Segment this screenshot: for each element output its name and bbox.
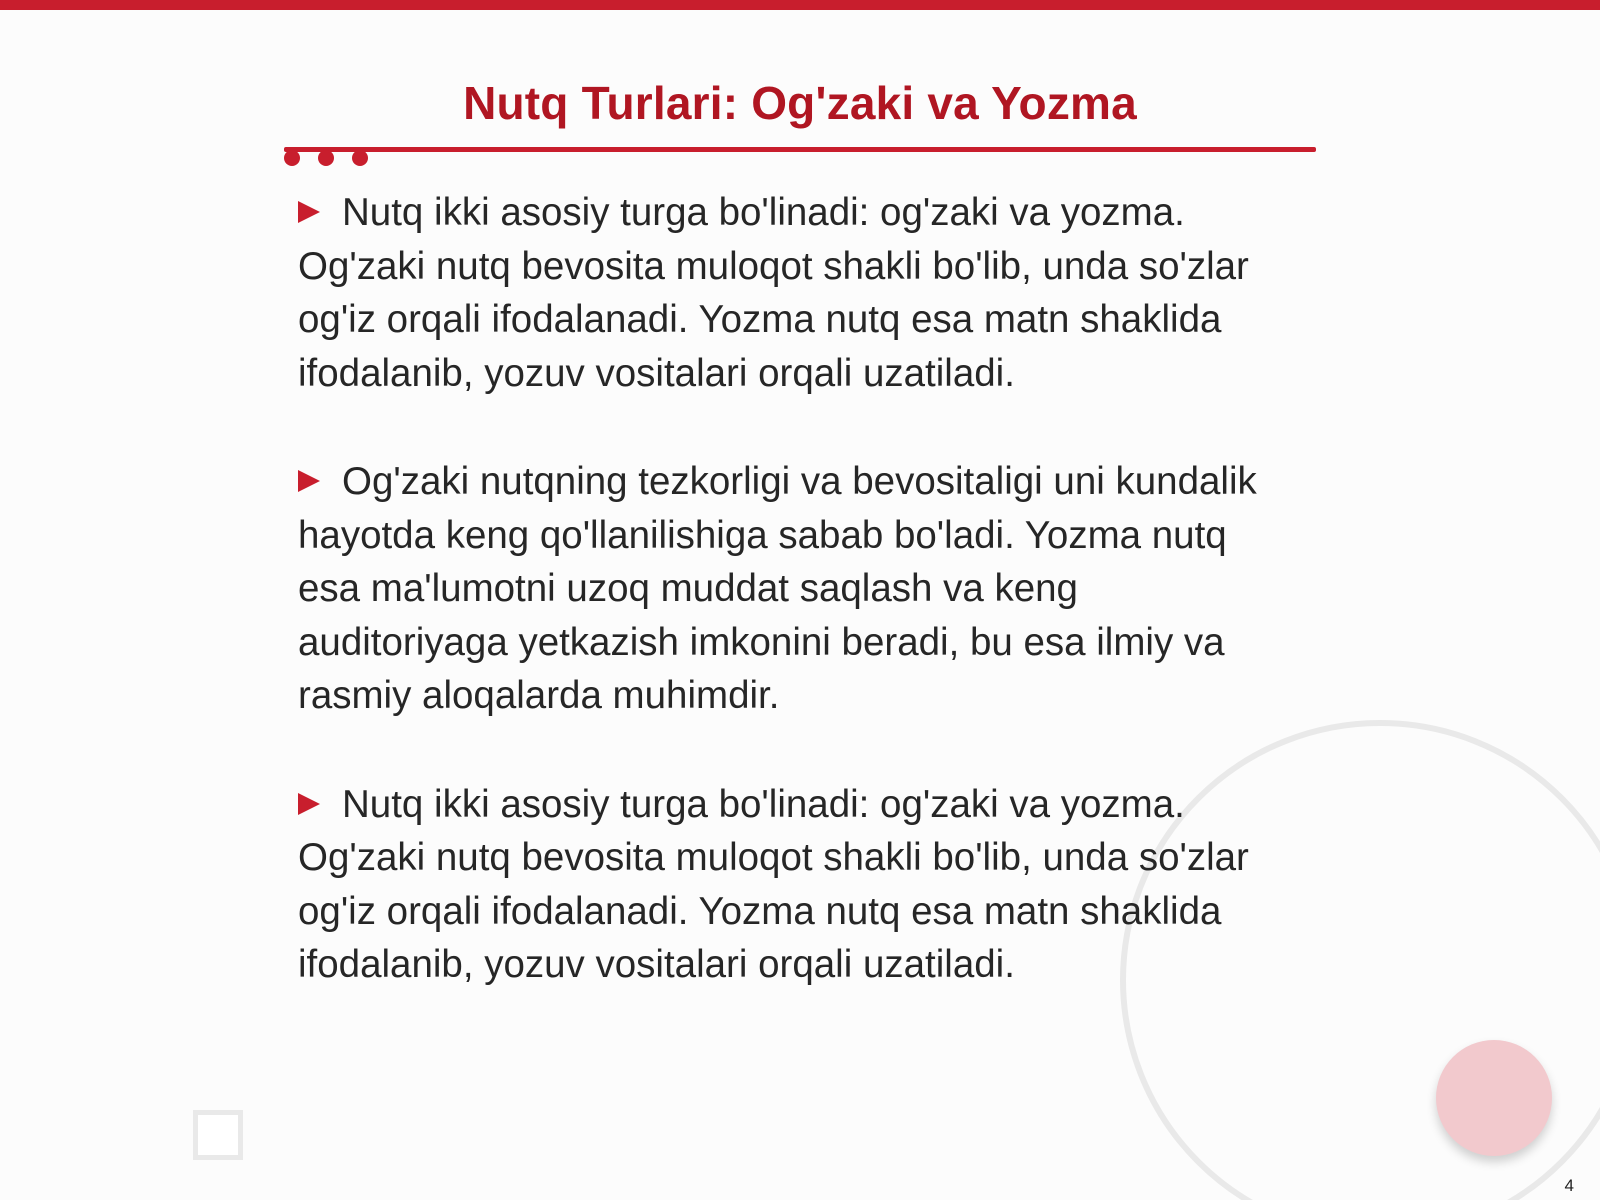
page-number: 4	[1564, 1176, 1574, 1195]
slide-title: Nutq Turlari: Og'zaki va Yozma	[463, 77, 1137, 129]
paragraph-text: Nutq ikki asosiy turga bo'linadi: og'zaki va yozma. Og'zaki nutq bevosita muloqot shakli bo'lib, unda so'zlar og'iz orqali ifodalanadi. Yozma nutq esa matn shaklida ifodalanib, yozuv vositalari orqali uzatiladi.	[298, 782, 1249, 986]
underline-dot	[284, 150, 300, 166]
top-accent-bar	[0, 0, 1600, 10]
underline-dot	[318, 150, 334, 166]
paragraph-text: Nutq ikki asosiy turga bo'linadi: og'zaki va yozma. Og'zaki nutq bevosita muloqot shakli bo'lib, unda so'zlar og'iz orqali ifodalanadi. Yozma nutq esa matn shaklida ifodalanib, yozuv vositalari orqali uzatiladi.	[298, 191, 1249, 395]
decorative-square	[193, 1110, 243, 1160]
bullet-paragraph	[298, 778, 1258, 992]
triangle-right-icon	[298, 470, 320, 492]
triangle-right-icon	[298, 793, 320, 815]
bullet-paragraph	[298, 186, 1258, 400]
bullet-paragraph	[298, 455, 1258, 723]
decorative-pink-circle	[1436, 1040, 1552, 1156]
paragraph-text: Og'zaki nutqning tezkorligi va bevositaligi uni kundalik hayotda keng qo'llanilishiga sabab bo'ladi. Yozma nutq esa ma'lumotni uzoq muddat saqlash va keng auditoriyaga yetkazish imkonini beradi, bu esa ilmiy va rasmiy aloqalarda muhimdir.	[298, 460, 1257, 717]
triangle-right-icon	[298, 201, 320, 223]
underline-dot	[352, 150, 368, 166]
body-content	[298, 186, 1258, 1047]
title-underline	[284, 147, 1316, 152]
